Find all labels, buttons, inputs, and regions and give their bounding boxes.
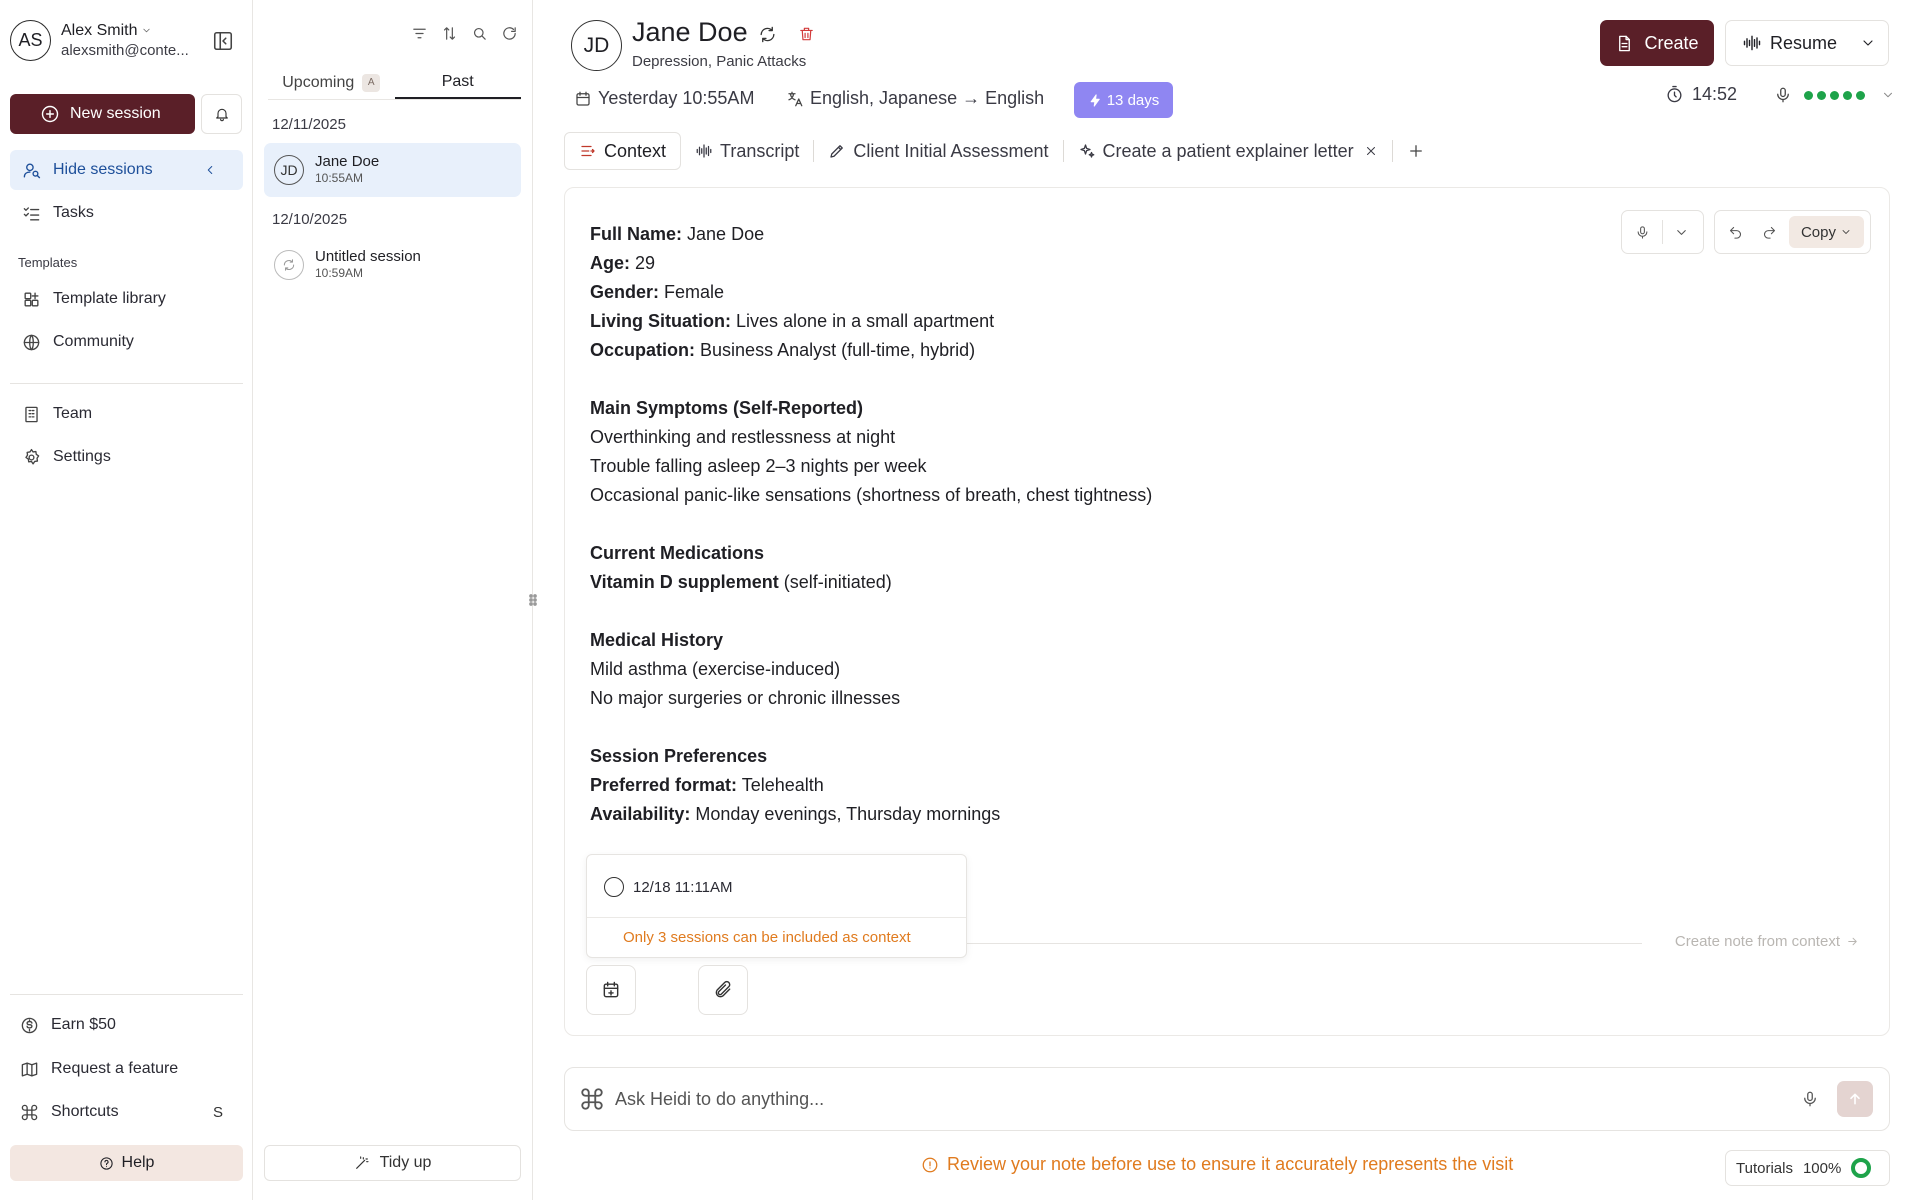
pencil-icon [828,142,846,160]
create-note-label: Create note from context [1674,933,1840,950]
sidebar-item-label: Request a feature [51,1060,179,1077]
divider [967,943,1642,944]
note-line: Overthinking and restlessness at night [590,427,896,447]
note-card [564,187,1890,1036]
refresh-icon[interactable] [501,25,518,42]
sidebar-item-shortcuts[interactable] [10,1092,243,1132]
sidebar-item-settings[interactable] [10,437,243,477]
patient-avatar: JD [571,20,622,71]
waveform-icon [695,142,713,160]
note-heading: Medical History [590,630,724,650]
globe-icon [22,333,41,352]
language-selector[interactable] [786,88,1044,109]
map-icon [20,1060,39,1079]
tab-transcript[interactable] [681,132,813,170]
sidebar-item-template-library[interactable] [10,279,243,319]
context-limit-warning: Only 3 sessions can be included as context [623,929,911,946]
copy-button[interactable] [1789,216,1864,248]
context-session-checkbox[interactable] [604,877,624,897]
session-name: Jane Doe [315,153,380,170]
timer-value: 14:52 [1692,84,1738,104]
sidebar-item-label: Shortcuts [51,1103,119,1120]
dictate-button[interactable] [1628,217,1658,247]
sidebar-item-tasks[interactable] [10,193,243,233]
sidebar-item-hide-sessions[interactable] [10,150,243,190]
note-heading: Session Preferences [590,746,768,766]
tab-context[interactable] [564,132,681,170]
notifications-button[interactable] [201,94,242,134]
document-tabs [564,132,1425,170]
note-line: Living Situation: Lives alone in a small apartment [590,311,995,331]
note-line: Trouble falling asleep 2–3 nights per week [590,456,927,476]
session-timer [1665,84,1737,105]
context-session-option[interactable] [604,877,733,897]
gear-icon [22,448,41,467]
sidebar-item-label: Community [53,333,134,350]
mic-level-dot [1856,91,1865,100]
dictate-options-button[interactable] [1667,217,1697,247]
create-label: Create [1644,32,1699,53]
context-session-popup [586,854,967,958]
ask-heidi-bar [564,1067,1890,1131]
mic-level-selector[interactable] [1774,86,1895,104]
arrow-up-icon [1847,1091,1863,1107]
sync-icon[interactable] [758,25,777,44]
sidebar-item-earn[interactable] [10,1005,243,1045]
undo-icon [1728,225,1743,240]
divider [10,994,243,995]
tab-label: Context [604,140,667,161]
lightning-icon [1088,93,1103,108]
sidebar-item-label: Team [53,405,93,422]
tab-patient-explainer-letter[interactable] [1064,132,1392,170]
sidebar-item-team[interactable] [10,394,243,434]
divider [10,383,243,384]
create-button[interactable] [1600,20,1714,66]
session-name: Untitled session [315,248,421,265]
tab-separator [1392,140,1393,162]
stopwatch-icon [1665,85,1684,104]
tab-label: Client Initial Assessment [853,140,1049,161]
redo-button[interactable] [1755,217,1785,247]
tidy-up-label: Tidy up [379,1154,432,1171]
session-item-untitled[interactable] [264,238,521,292]
mic-level-dot [1804,91,1813,100]
session-date-label: Yesterday 10:55AM [598,88,755,108]
question-circle-icon [99,1156,114,1171]
note-line: Mild asthma (exercise-induced) [590,659,841,679]
sync-icon [282,258,296,272]
session-item-jane-doe[interactable] [264,143,521,197]
redo-icon [1762,225,1777,240]
patient-name[interactable]: Jane Doe [632,17,748,47]
note-body[interactable] [590,220,1490,829]
microphone-icon [1774,86,1792,104]
bell-icon [214,106,230,122]
tutorials-label: Tutorials [1736,1159,1793,1177]
sparkles-icon [1078,142,1096,160]
list-check-icon [22,204,41,223]
sort-icon[interactable] [441,25,458,42]
review-warning-text: Review your note before use to ensure it accurately represents the visit [947,1154,1514,1174]
user-name: Alex Smith [61,21,138,39]
sidebar-item-community[interactable] [10,322,243,362]
command-icon [20,1103,39,1122]
session-tabs [268,66,521,100]
calendar-plus-icon [601,980,621,1000]
edit-tools [1714,210,1871,254]
sessions-panel [254,0,533,1200]
session-time: 10:59AM [315,266,364,280]
arrow-right-icon [1846,935,1859,948]
note-line: Vitamin D supplement (self-initiated) [590,572,892,592]
info-circle-icon [921,1156,939,1174]
language-label: English, Japanese → English [810,88,1045,108]
tab-upcoming[interactable] [268,66,395,99]
close-icon[interactable] [1364,144,1378,158]
add-tab-icon[interactable] [1407,142,1425,160]
tutorials-progress: 100% [1802,1159,1842,1177]
tab-label: Create a patient explainer letter [1102,140,1354,161]
chevron-down-icon[interactable] [1860,35,1876,51]
sidebar-item-request-feature[interactable] [10,1049,243,1089]
building-icon [22,405,41,424]
ask-heidi-input[interactable] [615,1089,1715,1110]
paperclip-icon [713,980,733,1000]
sidebar-item-label: Settings [53,448,111,465]
plus-circle-icon [40,104,60,124]
divider [587,917,966,918]
add-session-context-button[interactable] [586,965,636,1015]
note-line: Gender: Female [590,282,725,302]
filter-icon[interactable] [411,25,428,42]
user-menu[interactable] [10,20,189,61]
main-content [534,0,1920,1200]
note-line: Full Name: Jane Doe [590,224,765,244]
review-warning [921,1154,1513,1175]
resume-button[interactable] [1725,20,1889,66]
user-search-icon [22,161,41,180]
mic-level-dot [1830,91,1839,100]
chevron-left-icon [203,163,217,177]
tab-label: Past [441,72,474,90]
create-note-from-context-button[interactable] [1675,933,1859,950]
note-line: Age: 29 [590,253,656,273]
date-heading: 12/10/2025 [272,211,348,228]
help-button[interactable] [10,1145,243,1181]
calendar-icon [574,90,592,108]
new-session-label: New session [70,105,161,122]
avatar: AS [10,20,51,61]
user-email: alexsmith@conte... [61,41,189,59]
translate-icon [786,90,804,108]
magic-wand-icon [354,1155,370,1171]
mic-level-dot [1843,91,1852,100]
chevron-down-icon [1840,226,1852,238]
context-session-label: 12/18 11:11AM [633,878,733,896]
context-lines-icon [579,142,597,160]
sidebar-item-label: Template library [53,290,166,307]
new-session-button[interactable] [10,94,195,134]
dictation-tools [1621,210,1704,254]
resume-label: Resume [1770,32,1838,53]
heidi-logo-icon [579,1086,605,1112]
help-label: Help [121,1154,155,1171]
microphone-icon[interactable] [1801,1090,1819,1108]
progress-ring-icon [1851,1158,1871,1178]
tab-past[interactable] [395,66,522,99]
send-button[interactable] [1837,1081,1873,1117]
avatar: JD [274,155,304,185]
sidebar-item-label: Hide sessions [53,161,153,178]
dollar-circle-icon [20,1016,39,1035]
note-line: Availability: Monday evenings, Thursday mornings [590,804,1001,824]
templates-section-label: Templates [18,255,78,270]
sidebar-item-label: Tasks [53,204,94,221]
mic-level-dot [1817,91,1826,100]
note-line: Occupation: Business Analyst (full-time, hybrid) [590,340,976,360]
left-sidebar [0,0,253,1200]
session-time: 10:55AM [315,171,364,185]
tutorials-button[interactable] [1725,1150,1890,1186]
shortcut-key: S [212,1103,223,1121]
date-heading: 12/11/2025 [272,116,346,133]
days-label: 13 days [1106,91,1160,109]
patient-conditions: Depression, Panic Attacks [632,53,807,70]
tab-label: Transcript [720,140,800,161]
document-icon [1615,34,1634,53]
undo-button[interactable] [1721,217,1751,247]
search-icon[interactable] [471,25,488,42]
tab-client-initial-assessment[interactable] [814,132,1062,170]
microphone-icon [1635,225,1650,240]
sidebar-toggle-icon[interactable] [212,30,234,52]
waveform-icon [1742,33,1762,53]
chevron-down-icon [1674,225,1689,240]
layout-grid-icon [22,290,41,309]
chevron-down-icon [1881,88,1895,102]
attach-file-button[interactable] [698,965,748,1015]
tidy-up-button[interactable] [264,1145,521,1181]
note-line: Occasional panic-like sensations (shortness of breath, chest tightness) [590,485,1153,505]
note-line: No major surgeries or chronic illnesses [590,688,901,708]
chevron-down-icon [141,25,152,36]
trash-icon[interactable] [798,25,815,43]
note-heading: Current Medications [590,543,765,563]
days-remaining-badge[interactable] [1074,82,1173,118]
tab-label: Upcoming [282,73,355,91]
session-date[interactable] [574,88,754,109]
note-line: Preferred format: Telehealth [590,775,824,795]
upcoming-badge: A [362,74,380,92]
sidebar-item-label: Earn $50 [51,1016,116,1033]
note-heading: Main Symptoms (Self-Reported) [590,398,864,418]
avatar [274,250,304,280]
copy-label: Copy [1800,223,1836,241]
